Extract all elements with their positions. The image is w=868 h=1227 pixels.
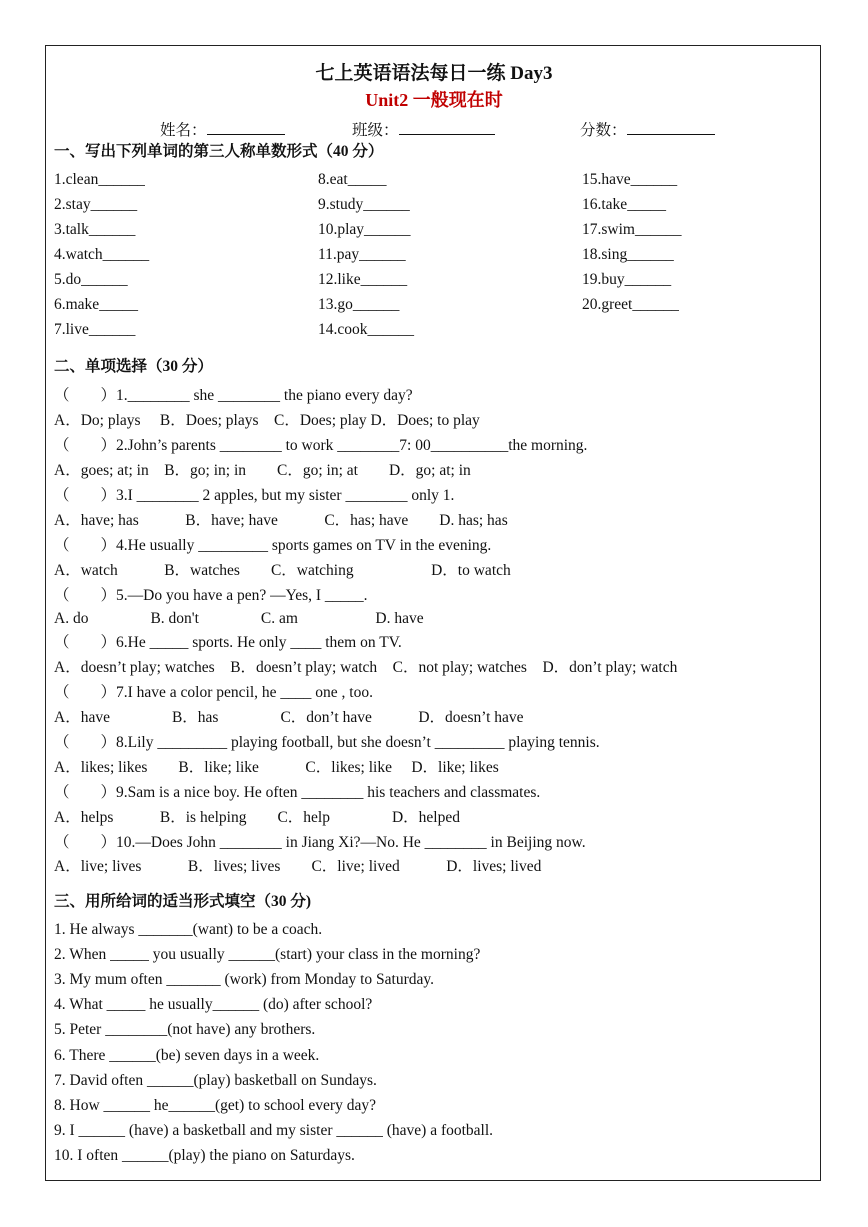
choice-line-10: A. do B. don't C. am D. have (54, 610, 424, 627)
name-blank[interactable] (207, 120, 285, 135)
choice-line-1: （ ）1.________ she ________ the piano every day? (54, 387, 413, 404)
choice-line-16: A．likes; likes B．like; like C．likes; like D．like; likes (54, 759, 499, 776)
section2-heading: 二、单项选择（30 分） (54, 358, 213, 375)
class-field[interactable] (352, 120, 495, 140)
score-field[interactable] (580, 120, 715, 140)
word-item-col2-6: 13.go______ (318, 296, 400, 313)
choice-line-9: （ ）5.—Do you have a pen? —Yes, I _____. (54, 587, 368, 604)
score-blank[interactable] (627, 120, 715, 135)
choice-line-12: A．doesn’t play; watches B．doesn’t play; watch C．not play; watches D．don’t play; watch (54, 659, 678, 676)
choice-line-18: A．helps B．is helping C．help D．helped (54, 809, 460, 826)
choice-line-4: A．goes; at; in B．go; in; in C．go; in; at D．go; at; in (54, 462, 471, 479)
word-item-col1-2: 2.stay______ (54, 196, 138, 213)
word-item-col3-4: 18.sing______ (582, 246, 674, 263)
fill-blank-line-3: 3. My mum often _______ (work) from Monday to Saturday. (54, 971, 434, 989)
choice-line-6: A．have; has B．have; have C．has; have D. has; has (54, 512, 508, 529)
word-item-col3-2: 16.take_____ (582, 196, 666, 213)
word-item-col1-1: 1.clean______ (54, 171, 145, 188)
choice-line-13: （ ）7.I have a color pencil, he ____ one , too. (54, 684, 373, 701)
fill-blank-line-8: 8. How ______ he______(get) to school every day? (54, 1096, 376, 1114)
word-item-col2-4: 11.pay______ (318, 246, 406, 263)
fill-blank-line-5: 5. Peter ________(not have) any brothers. (54, 1021, 316, 1039)
word-item-col2-5: 12.like______ (318, 271, 408, 288)
word-item-col3-3: 17.swim______ (582, 221, 682, 238)
fill-blank-line-7: 7. David often ______(play) basketball on Sundays. (54, 1071, 377, 1089)
word-item-col1-6: 6.make_____ (54, 296, 138, 313)
word-item-col3-6: 20.greet______ (582, 296, 679, 313)
word-item-col1-4: 4.watch______ (54, 246, 150, 263)
choice-line-15: （ ）8.Lily _________ playing football, but she doesn’t _________ playing tennis. (54, 734, 600, 751)
fill-blank-line-10: 10. I often ______(play) the piano on Saturdays. (54, 1146, 355, 1164)
word-item-col3-1: 15.have______ (582, 171, 678, 188)
word-item-col2-3: 10.play______ (318, 221, 411, 238)
word-item-col2-2: 9.study______ (318, 196, 410, 213)
fill-blank-line-1: 1. He always _______(want) to be a coach. (54, 921, 323, 938)
choice-line-3: （ ）2.John’s parents ________ to work ________7: 00__________the morning. (54, 437, 588, 454)
section1-heading: 一、写出下列单词的第三人称单数形式（40 分） (54, 143, 384, 160)
word-item-col2-7: 14.cook______ (318, 321, 415, 338)
choice-line-8: A．watch B．watches C．watching D．to watch (54, 562, 511, 579)
fill-blank-line-9: 9. I ______ (have) a basketball and my sister ______ (have) a football. (54, 1121, 494, 1139)
fill-blank-line-6: 6. There ______(be) seven days in a week. (54, 1046, 320, 1064)
name-field[interactable] (160, 120, 285, 140)
word-item-col2-1: 8.eat_____ (318, 171, 387, 188)
worksheet-title: 七上英语语法每日一练 Day3 (315, 63, 553, 84)
class-blank[interactable] (399, 120, 495, 135)
choice-line-5: （ ）3.I ________ 2 apples, but my sister ________ only 1. (54, 487, 455, 504)
worksheet-subtitle: Unit2 一般现在时 (365, 90, 503, 110)
choice-line-19: （ ）10.—Does John ________ in Jiang Xi?—No. He ________ in Beijing now. (54, 834, 586, 851)
choice-line-20: A．live; lives B．lives; lives C．live; lived D．lives; lived (54, 858, 542, 875)
fill-blank-line-2: 2. When _____ you usually ______(start) your class in the morning? (54, 946, 481, 964)
word-item-col1-3: 3.talk______ (54, 221, 136, 238)
score-label: 分数： (580, 122, 627, 139)
choice-line-17: （ ）9.Sam is a nice boy. He often ________ his teachers and classmates. (54, 784, 541, 801)
fill-blank-line-4: 4. What _____ he usually______ (do) after school? (54, 996, 373, 1014)
class-label: 班级： (352, 122, 399, 139)
word-item-col1-5: 5.do______ (54, 271, 128, 288)
choice-line-2: A．Do; plays B．Does; plays C．Does; play D．Does; to play (54, 412, 480, 429)
section3-heading: 三、用所给词的适当形式填空（30 分) (54, 893, 312, 910)
word-item-col1-7: 7.live______ (54, 321, 136, 338)
word-item-col3-5: 19.buy______ (582, 271, 672, 288)
choice-line-7: （ ）4.He usually _________ sports games on TV in the evening. (54, 537, 492, 554)
choice-line-14: A．have B．has C．don’t have D．doesn’t have (54, 709, 524, 726)
choice-line-11: （ ）6.He _____ sports. He only ____ them on TV. (54, 634, 402, 651)
name-label: 姓名： (160, 122, 207, 139)
